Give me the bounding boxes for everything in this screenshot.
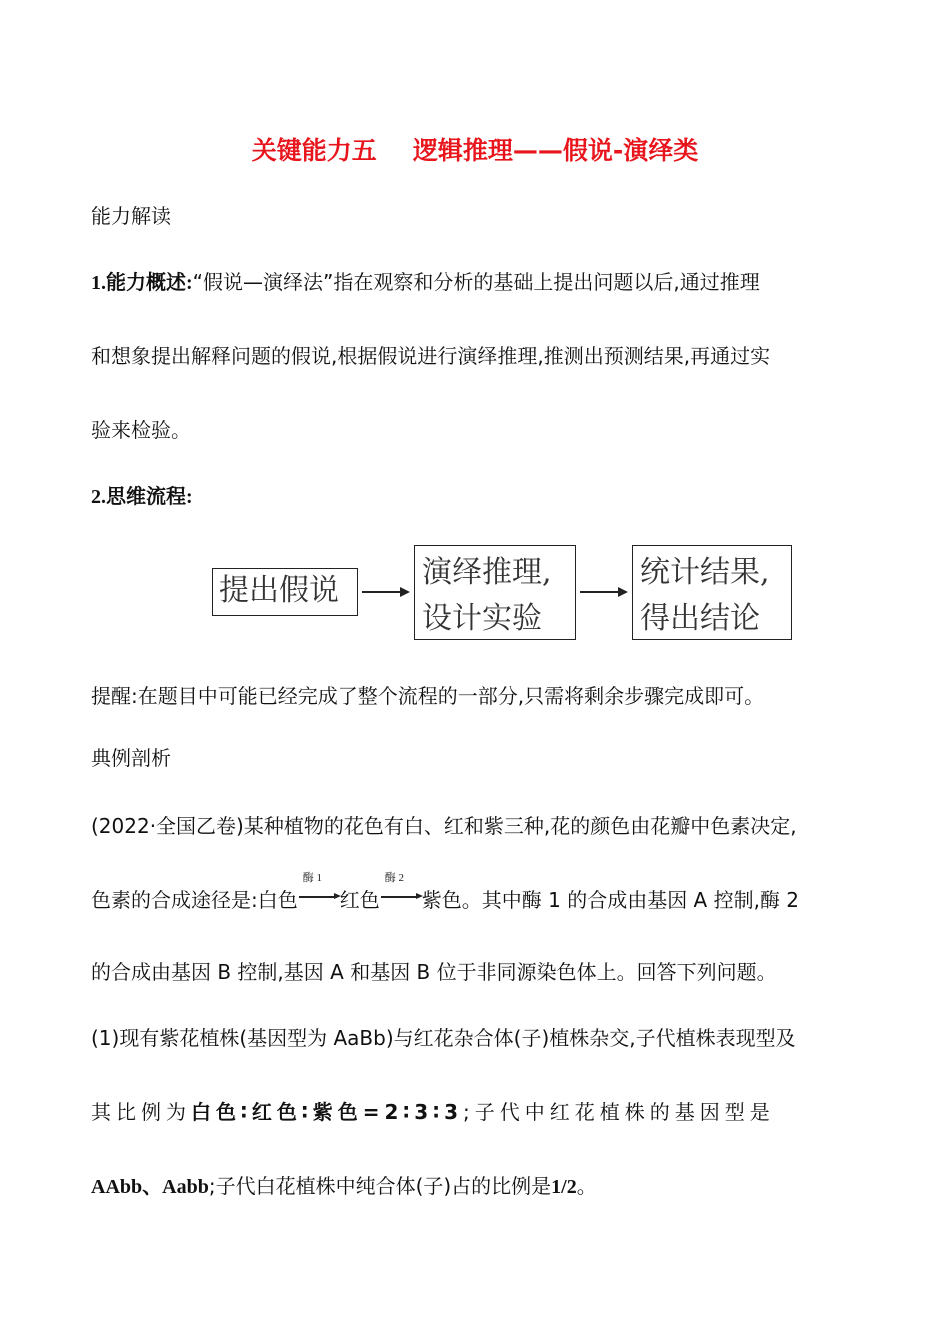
flow-arrow-2	[580, 591, 626, 593]
question-1-line-2	[91, 1098, 775, 1126]
flow-step-3-line-2: 得出结论	[640, 601, 760, 636]
enzyme-1-arrow	[299, 872, 339, 907]
flow-step-3-line-1: 统计结果,	[640, 555, 770, 590]
title-part-2: 逻辑推理——假说-演绎类	[412, 136, 699, 165]
flow-label-text: 2.思维流程:	[91, 486, 193, 508]
overview-line-1	[91, 268, 760, 297]
enzyme-1-label: 酶 1	[302, 872, 322, 884]
reminder-text: 提醒:在题目中可能已经完成了整个流程的一部分,只需将剩余步骤完成即可。	[91, 684, 765, 708]
flow-label	[91, 482, 193, 511]
section-heading-reading: 能力解读	[91, 204, 171, 228]
overview-line-3: 验来检验。	[91, 418, 191, 442]
question-1-line-3	[91, 1172, 597, 1201]
example-line-1: (2022·全国乙卷)某种植物的花色有白、红和紫三种,花的颜色由花瓣中色素决定,	[91, 814, 797, 838]
page-title	[0, 134, 950, 168]
answer-proportion: 1/2	[551, 1176, 577, 1198]
flow-step-hypothesis	[212, 568, 358, 616]
question-1-line-1: (1)现有紫花植株(基因型为 AaBb)与红花杂合体(子)植株杂交,子代植株表现型及	[91, 1026, 796, 1050]
question-1-text-d: 。	[576, 1174, 597, 1198]
overview-label: 1.能力概述:	[91, 272, 193, 294]
question-1-text-a: 其比例为	[91, 1100, 191, 1124]
enzyme-2-arrow	[381, 872, 421, 907]
title-part-1: 关键能力五	[251, 136, 377, 165]
flow-step-2-line-1: 演绎推理,	[422, 555, 552, 590]
overview-text-1: “假说—演绎法”指在观察和分析的基础上提出问题以后,通过推理	[192, 270, 760, 294]
question-1-text-c: ;子代白花植株中纯合体(子)占的比例是	[208, 1174, 552, 1198]
example-line-3: 的合成由基因 B 控制,基因 A 和基因 B 位于非同源染色体上。回答下列问题。	[91, 960, 777, 984]
overview-line-2: 和想象提出解释问题的假说,根据假说进行演绎推理,推测出预测结果,再通过实	[91, 344, 771, 368]
answer-genotypes: AAbb、Aabb	[91, 1176, 209, 1198]
flow-step-2-line-2: 设计实验	[422, 601, 542, 636]
section-heading-example: 典例剖析	[91, 746, 171, 770]
enzyme-2-label: 酶 2	[384, 872, 404, 884]
pathway-text-red: 红色	[339, 888, 380, 912]
flow-step-deduction	[414, 545, 576, 640]
pathway-text-purple: 紫色。其中酶 1 的合成由基因 A 控制,酶 2	[421, 888, 800, 912]
flow-step-1-label: 提出假说	[219, 573, 339, 608]
example-line-2	[91, 872, 800, 914]
question-1-text-b: ;子代中红花植株的基因型是	[463, 1100, 775, 1124]
flow-arrow-1	[362, 591, 408, 593]
flow-step-conclusion	[632, 545, 792, 640]
answer-ratio: 白色∶红色∶紫色=2∶3∶3	[191, 1100, 464, 1124]
pathway-text-white: 色素的合成途径是:白色	[91, 888, 298, 912]
